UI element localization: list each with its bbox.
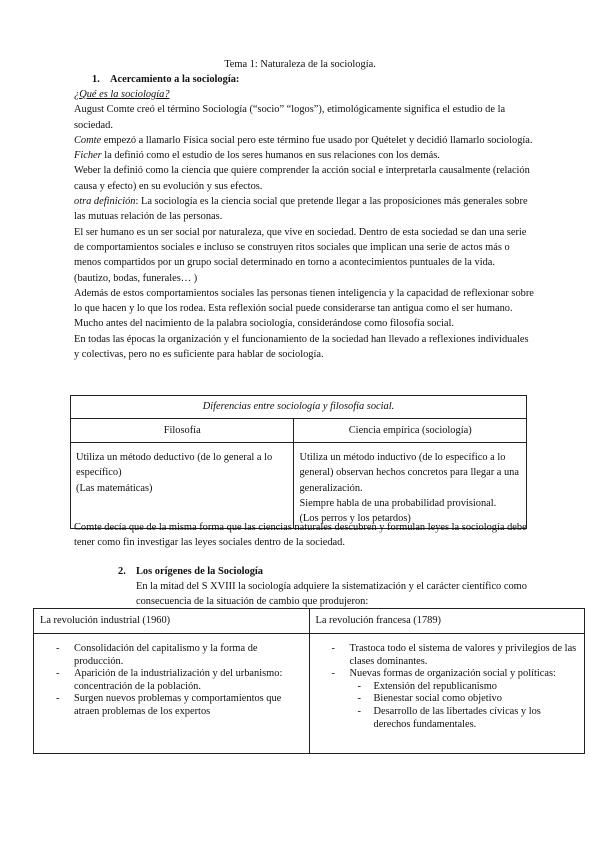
paragraph-otra-definicion <box>74 194 534 225</box>
differences-col-filosofia: Filosofía <box>71 419 294 443</box>
differences-col-ciencia: Ciencia empírica (sociología) <box>294 419 527 443</box>
ciencia-line: (Los perros y los petardos) <box>299 513 411 525</box>
otra-definicion-text: : La sociología es la ciencia social que pretende llegar a las proposiciones más generales sobre las mutuas relación de las personas. <box>74 196 528 223</box>
list-item: - Trastoca todo el sistema de valores y privilegios de las clases dominantes. <box>331 643 577 667</box>
differences-table <box>70 395 527 529</box>
industrial-cell <box>34 634 310 754</box>
comte-text: empezó a llamarlo Física social pero este término fue usado por Quételet y decidió llamarlo sociología. <box>101 134 533 146</box>
revolutions-col-francesa: La revolución francesa (1789) <box>309 609 585 634</box>
section-1-title: Acercamiento a la sociología: <box>110 74 240 85</box>
section-2-heading <box>118 564 263 579</box>
section-1-number: 1. <box>92 74 100 85</box>
differences-table-caption: Diferencias entre sociología y filosofía social. <box>71 396 527 419</box>
filosofia-line: Utiliza un método deductivo (de lo general a lo específico) <box>76 452 273 479</box>
paragraph-comte-leyes: Comte decía que de la misma forma que las ciencias naturales descubren y formulan leyes la sociología debe tener como fin investigar las leyes sociales dentro de la sociedad. <box>74 522 527 549</box>
section-1-body <box>74 87 534 362</box>
paragraph-weber: Weber la definió como la ciencia que quiere comprender la acción social e interpretarla causalmente (relación causa y efecto) en su evolución y sus efectos. <box>74 165 530 192</box>
list-item: - Aparición de la industrialización y del urbanismo: concentración de la población. <box>56 668 283 692</box>
francesa-cell <box>309 634 585 754</box>
sub-list-item: - Desarrollo de las libertades cívicas y los derechos fundamentales. <box>357 705 541 730</box>
list-item: - Consolidación del capitalismo y la forma de producción. <box>56 643 258 667</box>
differences-cell-filosofia <box>71 443 294 529</box>
section-2-body <box>136 579 576 610</box>
list-item: - Surgen nuevos problemas y comportamientos que atraen problemas de los expertos <box>56 693 282 717</box>
industrial-list <box>40 643 303 719</box>
sub-list-item: - Extensión del republicanismo <box>357 680 498 692</box>
section-2-number: 2. <box>118 566 126 577</box>
paragraph-ser-humano: El ser humano es un ser social por naturaleza, que vive en sociedad. Dentro de esta sociedad se dan una serie de comportamientos sociales e incluso se construyen ritos sociales que implican una serie de actos más o menos compartidos por un grupo social determinado en torno a acontecimientos puntuales de la vida. (bautizo, bodas, funerales… ) <box>74 226 527 284</box>
paragraph-ademas: Además de estos comportamientos sociales las personas tienen inteligencia y la capacidad de reflexionar sobre lo que hacen y lo que los rodea. Esta reflexión social puede considerarse tan antigua como el ser humano. Mucho antes del nacimiento de la palabra sociología, considerándose como filosofía social. <box>74 287 534 330</box>
revolutions-col-industrial: La revolución industrial (1960) <box>34 609 310 634</box>
comte-label: Comte <box>74 134 102 146</box>
paragraph-epocas: En todas las épocas la organización y el funcionamiento de la sociedad han llevado a reflexiones individuales y colectivas, pero no es suficiente para hablar de sociología. <box>74 333 529 361</box>
paragraph-ficher <box>74 148 534 163</box>
otra-definicion-label: otra definición <box>74 196 136 208</box>
filosofia-line: (Las matemáticas) <box>76 482 153 494</box>
section-2-title: Los orígenes de la Sociología <box>136 566 263 577</box>
ficher-text: la definió como el estudio de los seres humanos en sus relaciones con los demás. <box>101 150 440 162</box>
section-2-intro: En la mitad del S XVIII la sociología adquiere la sistematización y el carácter científico como consecuencia de la situación de cambio que produjeron: <box>136 581 527 608</box>
ficher-label: Ficher <box>74 150 102 162</box>
francesa-list <box>316 643 579 731</box>
ciencia-line: Utiliza un método inductivo (de lo específico a lo general) observan hechos concretos para llegar a una generalización. <box>299 452 519 494</box>
paragraph-comte: August Comte creó el término Sociología (“socio” “logos”), etimológicamente significa el estudio de la sociedad. <box>74 104 506 131</box>
revolutions-table <box>33 608 585 754</box>
sub-list-item: - Bienestar social como objetivo <box>357 693 502 705</box>
differences-cell-ciencia <box>294 443 527 529</box>
document-title: Tema 1: Naturaleza de la sociología. <box>224 59 376 70</box>
paragraph-comte-leyes-wrap <box>74 520 534 551</box>
section-1-heading <box>92 72 239 87</box>
list-item: - Nuevas formas de organización social y políticas: <box>331 668 556 680</box>
question-heading: ¿Qué es la sociología? <box>74 89 170 100</box>
paragraph-comte-fisica <box>74 133 534 148</box>
ciencia-line: Siempre habla de una probabilidad provisional. <box>299 497 497 509</box>
